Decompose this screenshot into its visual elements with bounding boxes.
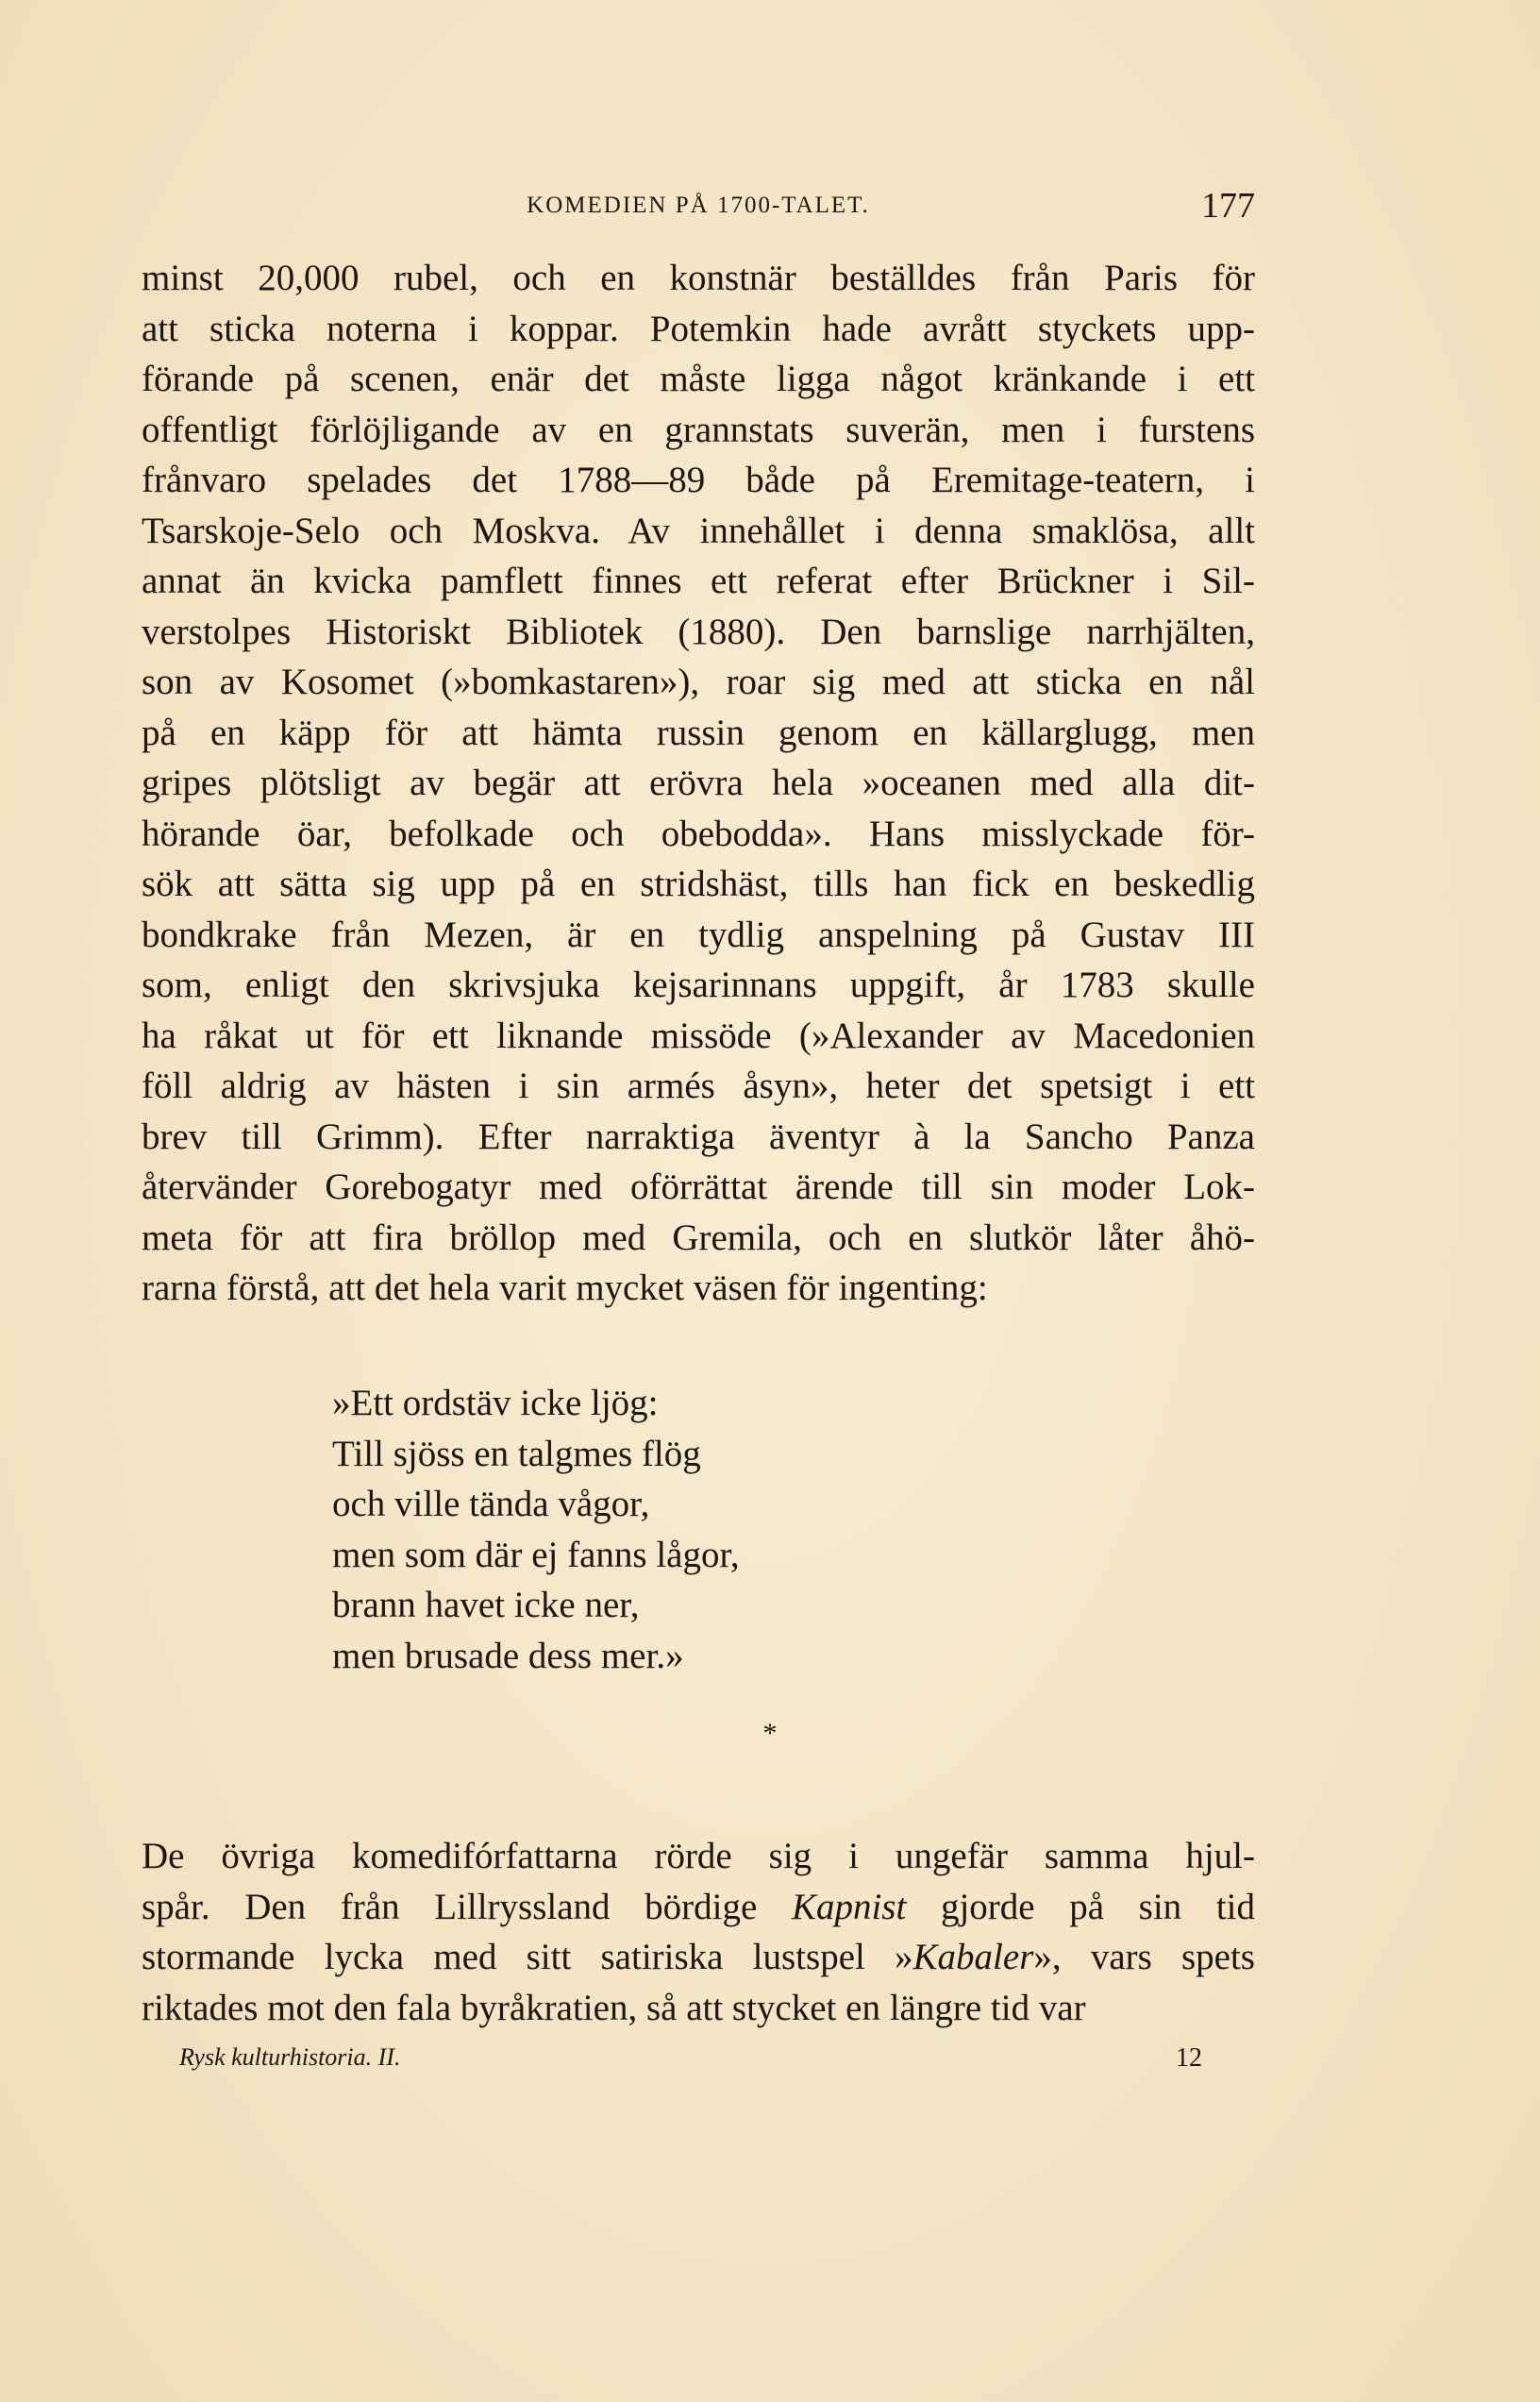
closing-text: stormande lycka med sitt satiriska lustspel »: [142, 1937, 913, 1977]
body-line: förande på scenen, enär det måste ligga något kränkande i ett: [142, 359, 1255, 399]
closing-line: [142, 1882, 1255, 1933]
poem-line: Till sjöss en talgmes flög: [332, 1433, 701, 1474]
page-number: 177: [1201, 186, 1255, 226]
play-title-kabaler: Kabaler: [912, 1937, 1034, 1977]
body-line: offentligt förlöjligande av en grannstats suverän, men i furstens: [142, 409, 1255, 450]
body-line: gripes plötsligt av begär att erövra hela »oceanen med alla dit-: [142, 763, 1255, 803]
closing-text: », vars spets: [1033, 1937, 1255, 1977]
body-paragraph: [142, 253, 1255, 1314]
body-line: brev till Grimm). Efter narraktiga äventyr à la Sancho Panza: [142, 1116, 1255, 1157]
body-line: återvänder Gorebogatyr med oförrättat ärende till sin moder Lok-: [142, 1167, 1255, 1207]
body-line: ha råkat ut för ett liknande missöde (»Alexander av Macedonien: [142, 1015, 1255, 1056]
poem-line: och ville tända vågor,: [332, 1484, 650, 1524]
body-line: bondkrake från Mezen, är en tydlig anspelning på Gustav III: [142, 914, 1255, 955]
body-line: annat än kvicka pamflett finnes ett referat efter Brückner i Sil-: [142, 561, 1255, 601]
body-line: meta för att fira bröllop med Gremila, och en slutkör låter åhö-: [142, 1217, 1255, 1258]
closing-paragraph: [142, 1831, 1255, 2033]
body-line: Tsarskoje-Selo och Moskva. Av innehållet i denna smaklösa, allt: [142, 510, 1255, 551]
body-line: som, enligt den skrivsjuka kejsarinnans uppgift, år 1783 skulle: [142, 965, 1255, 1005]
closing-line: De övriga komedifórfattarna rörde sig i ungefär samma hjul-: [142, 1836, 1255, 1876]
body-line: sök att sätta sig upp på en stridshäst, tills han fick en beskedlig: [142, 864, 1255, 904]
running-head: KOMEDIEN PÅ 1700-TALET.: [527, 193, 870, 218]
page-header: [142, 185, 1255, 232]
poem-quotation: [332, 1378, 740, 1681]
body-line: föll aldrig av hästen i sin armés åsyn», heter det spetsigt i ett: [142, 1066, 1255, 1106]
body-line: frånvaro spelades det 1788—89 både på Eremitage-teatern, i: [142, 460, 1255, 500]
poem-line: »Ett ordstäv icke ljög:: [332, 1383, 659, 1423]
poem-line: brann havet icke ner,: [332, 1585, 640, 1625]
body-line: minst 20,000 rubel, och en konstnär beställdes från Paris för: [142, 258, 1255, 298]
closing-line: [142, 1932, 1255, 1983]
signature-mark: 12: [1176, 2043, 1202, 2073]
closing-line: riktades mot den fala byråkratien, så att stycket en längre tid var: [142, 1987, 1086, 2028]
book-title-footer: Rysk kulturhistoria. II.: [179, 2043, 401, 2071]
section-separator: *: [762, 1718, 778, 1749]
body-line: son av Kosomet (»bomkastaren»), roar sig med att sticka en nål: [142, 662, 1255, 702]
poem-line: men brusade dess mer.»: [332, 1635, 684, 1676]
body-line: på en käpp för att hämta russin genom en källarglugg, men: [142, 712, 1255, 753]
author-name-kapnist: Kapnist: [791, 1886, 907, 1927]
body-line: hörande öar, befolkade och obebodda». Hans misslyckade för-: [142, 813, 1255, 854]
body-line: att sticka noterna i koppar. Potemkin hade avrått styckets upp-: [142, 308, 1255, 349]
page-footer: [179, 2043, 1202, 2081]
body-line: rarna förstå, att det hela varit mycket väsen för ingenting:: [142, 1268, 988, 1308]
closing-text: spår. Den från Lillryssland bördige: [142, 1886, 792, 1927]
poem-line: men som där ej fanns lågor,: [332, 1534, 740, 1575]
body-line: verstolpes Historiskt Bibliotek (1880). Den barnslige narrhjälten,: [142, 611, 1255, 652]
closing-text: gjorde på sin tid: [906, 1886, 1255, 1927]
